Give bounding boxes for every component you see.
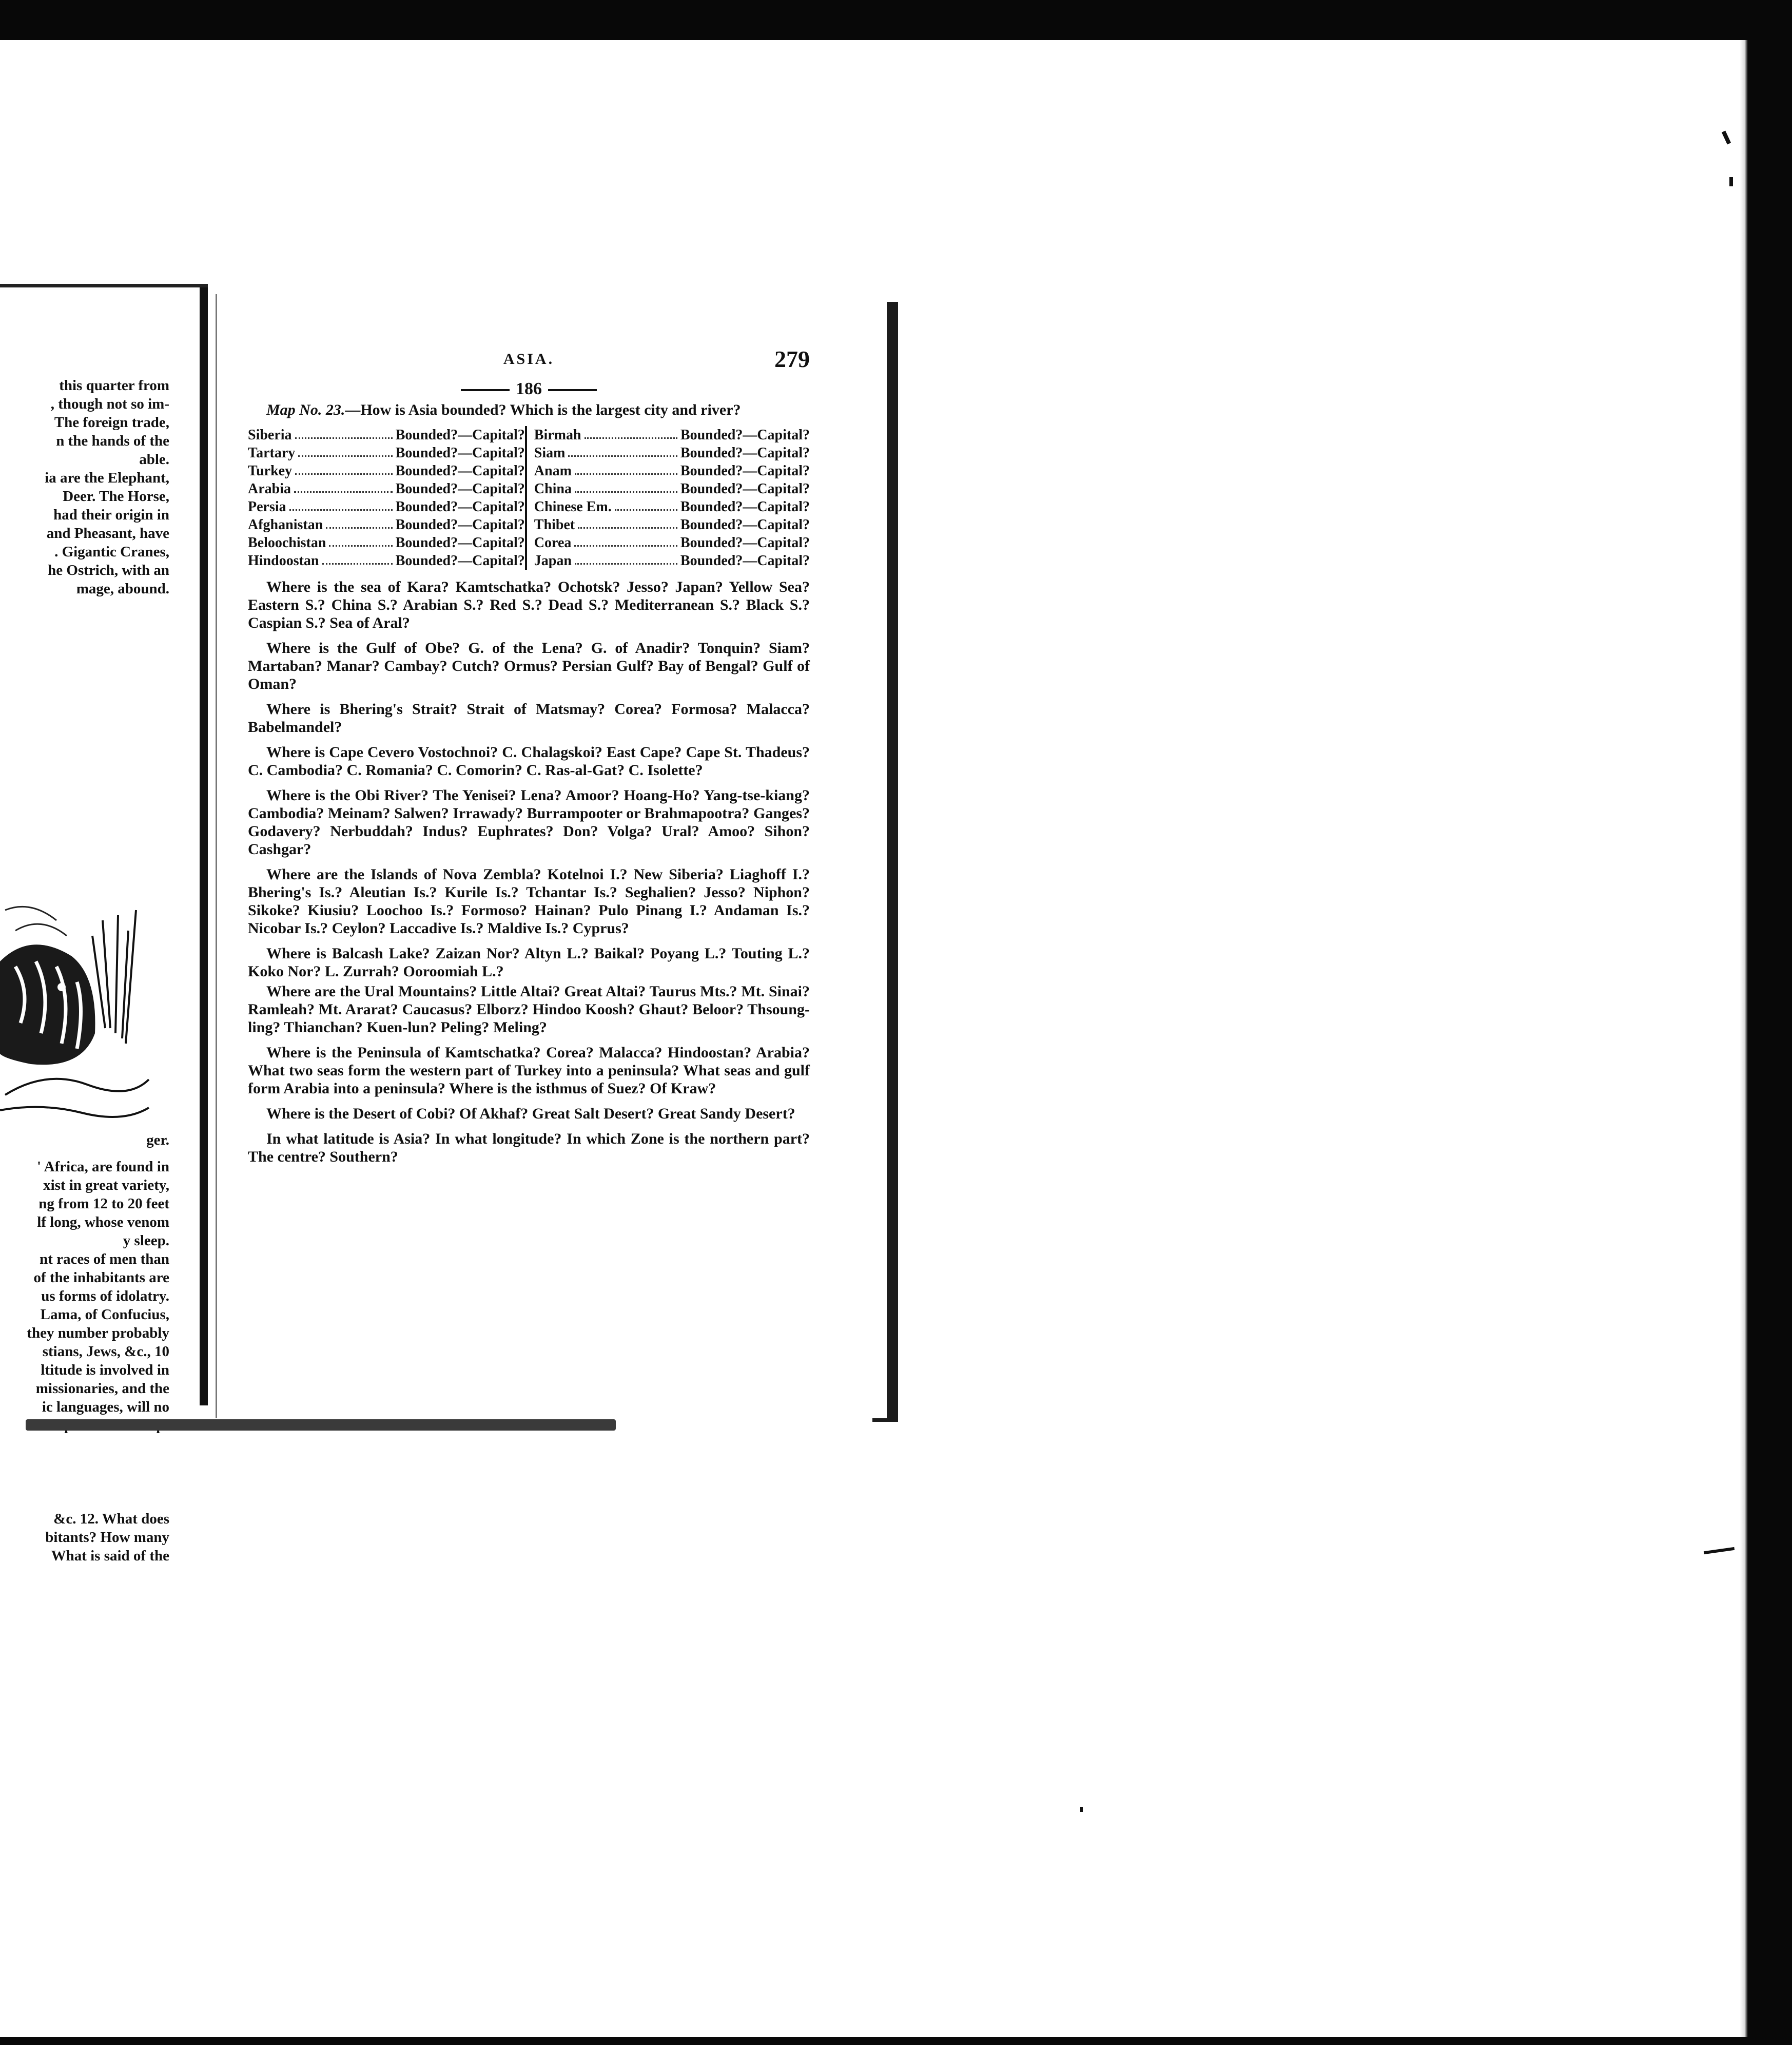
text-line: n the hands of the [56,433,169,449]
text-line: mage, abound. [76,581,169,597]
text-line: nt races of men than [40,1251,169,1267]
country-question: Bounded?—Capital? [395,553,525,569]
text-line: ' Africa, are found in [36,1159,169,1175]
left-page-text-bottom [0,1157,169,1435]
table-row [248,498,810,516]
question-paragraph-straits: Where is Bhering's Strait? Strait of Matsmay? Corea? Formosa? Malacca? Babelmandel? [248,701,810,736]
text-line: missionaries, and the [35,1380,169,1397]
section-number [248,379,810,399]
table-row [248,552,810,570]
rule-left [461,389,510,391]
country-question: Bounded?—Capital? [680,481,810,497]
question-paragraph-gulfs: Where is the Gulf of Obe? G. of the Lena? G. of Anadir? Tonquin? Siam? Martaban? Manar? Cambay? Cutch? Ormus? Persian Gulf? Bay of Bengal? Gulf of Oman? [248,640,810,692]
column-divider [526,480,534,498]
running-head [248,345,810,376]
text-line: they number probably [27,1325,169,1341]
section-number-text: 186 [516,379,542,398]
right-page [216,294,887,1418]
leader-dots [326,516,392,529]
question-paragraph-lakes: Where is Balcash Lake? Zaizan Nor? Altyn L.? Baikal? Poyang L.? Touting L.? Koko Nor? L. Zurrah? Ooroomiah L.? [248,945,810,980]
running-head-title: ASIA. [503,351,555,368]
country-question: Bounded?—Capital? [680,553,810,569]
leader-dots [329,534,392,547]
country-question: Bounded?—Capital? [680,463,810,479]
scan-speck [1729,177,1733,186]
right-page-content [248,345,810,1173]
scan-border-right [1747,0,1792,2045]
question-paragraph-capes: Where is Cape Cevero Vostochnoi? C. Chalagskoi? East Cape? Cape St. Thadeus? C. Cambodia? C. Romania? C. Comorin? C. Ras-al-Gat? C. Isolette? [248,744,810,779]
country-name: China [534,481,572,497]
country-name: Birmah [534,427,581,443]
text-line: this quarter from [59,377,169,394]
question-paragraph-peninsulas: Where is the Peninsula of Kamtschatka? Corea? Malacca? Hindoostan? Arabia? What two seas form the western part of Turkey into a peninsula? What seas and gulf form Arabia into a peninsula? Where is the isthmus of Suez? Of Kraw? [248,1044,810,1097]
text-line: The foreign trade, [54,414,169,431]
sheet-edge [1740,40,1748,2037]
text-line: lf long, whose venom [37,1214,169,1230]
text-line: Lama, of Confucius, [40,1306,169,1323]
scan-border-top [0,0,1792,40]
column-divider [526,498,534,516]
country-name: Anam [534,463,572,479]
table-row [248,516,810,534]
text-line: ng from 12 to 20 feet [38,1195,169,1212]
scan-streak [1704,1547,1735,1554]
table-row [248,534,810,552]
scan-speck [1080,1807,1083,1812]
book-bottom-edge [26,1419,616,1431]
book-gutter [200,287,208,1405]
column-divider [526,444,534,462]
country-name: Tartary [248,445,296,461]
rule-right [548,389,597,391]
country-name: Arabia [248,481,291,497]
column-divider [526,462,534,480]
country-question: Bounded?—Capital? [680,445,810,461]
text-line: of the inhabitants are [33,1269,169,1286]
left-page-questions [0,1510,169,1565]
text-line: y sleep. [123,1232,169,1249]
question-paragraph-islands: Where are the Islands of Nova Zembla? Kotelnoi I.? New Siberia? Liaghoff I.? Bhering's Is.? Aleutian Is.? Kurile Is.? Tchantar Is.? Seghalien? Jesso? Niphon? Sikoke? Kiusiu? Loochoo Is.? Formoso? Hainan? Pulo Pinang I.? Andaman Is.? Nicobar Is.? Ceylon? Laccadive Is.? Maldive Is.? Cyprus? [248,866,810,937]
text-line: Deer. The Horse, [63,488,169,505]
text-line: ltitude is involved in [41,1362,169,1378]
country-question: Bounded?—Capital? [680,499,810,515]
country-question: Bounded?—Capital? [395,427,525,443]
table-row [248,444,810,462]
text-line: &c. 12. What does [53,1511,169,1527]
table-row [248,480,810,498]
table-row [248,462,810,480]
country-name: Corea [534,535,572,551]
leader-dots [289,498,393,511]
country-name: Japan [534,553,572,569]
country-name: Afghanistan [248,517,323,533]
column-divider [526,552,534,570]
page-number: 279 [774,346,810,372]
country-question: Bounded?—Capital? [680,535,810,551]
figure-caption: ger. [146,1132,169,1148]
text-line: xist in great variety, [43,1177,169,1193]
scan-border-bottom [0,2037,1792,2045]
leader-dots [575,462,677,475]
leader-dots [294,480,393,493]
map-reference: Map No. 23. [266,401,345,418]
text-line: and Pheasant, have [46,525,169,542]
leader-dots [322,552,393,565]
leader-dots [568,444,677,457]
text-line: ic languages, will no [42,1399,169,1415]
leader-dots [575,552,677,565]
leader-dots [295,462,393,475]
country-name: Beloochistan [248,535,326,551]
question-paragraph-mountains: Where are the Ural Mountains? Little Altai? Great Altai? Taurus Mts.? Mt. Sinai? Ramleah? Mt. Ararat? Caucasus? Elborz? Hindoo Koosh? Ghaut? Beloor? Thsoung-ling? Thianchan? Kuen-lun? Peling? Meling? [248,983,810,1036]
question-paragraph-seas: Where is the sea of Kara? Kamtschatka? Ochotsk? Jesso? Japan? Yellow Sea? Eastern S.? China S.? Arabian S.? Red S.? Dead S.? Mediterranean S.? Black S.? Caspian S.? Sea of Aral? [248,578,810,631]
scan-speck [1722,131,1731,145]
country-question: Bounded?—Capital? [680,427,810,443]
text-line: had their origin in [53,507,169,523]
country-name: Siberia [248,427,292,443]
bounds-table [248,426,810,570]
country-question: Bounded?—Capital? [680,517,810,533]
leader-dots [298,444,392,457]
country-name: Persia [248,499,286,515]
column-divider [526,426,534,444]
country-name: Siam [534,445,566,461]
country-question: Bounded?—Capital? [395,517,525,533]
left-page [0,287,208,1564]
table-row [248,426,810,444]
text-line: . Gigantic Cranes, [54,544,169,560]
country-question: Bounded?—Capital? [395,481,525,497]
column-divider [526,516,534,534]
leader-dots [295,426,393,439]
country-question: Bounded?—Capital? [395,445,525,461]
country-name: Hindoostan [248,553,319,569]
left-page-text-top [0,376,169,598]
text-line: he Ostrich, with an [48,562,169,578]
country-name: Thibet [534,517,575,533]
intro-question-text: —How is Asia bounded? Which is the largest city and river? [345,401,741,418]
column-divider [526,534,534,552]
country-name: Chinese Em. [534,499,612,515]
country-question: Bounded?—Capital? [395,463,525,479]
text-line: us forms of idolatry. [41,1288,169,1304]
text-line: ia are the Elephant, [45,470,169,486]
text-line: What is said of the [51,1548,169,1564]
text-line: able. [139,451,169,468]
country-question: Bounded?—Capital? [395,499,525,515]
question-paragraph-latitude: In what latitude is Asia? In what longitude? In which Zone is the northern part? The centre? Southern? [248,1130,810,1165]
leader-dots [574,534,677,547]
question-paragraph-deserts: Where is the Desert of Cobi? Of Akhaf? Great Salt Desert? Great Sandy Desert? [266,1105,795,1122]
leader-dots [585,426,677,439]
leader-dots [575,480,677,493]
leader-dots [615,498,677,511]
text-line: bitants? How many [45,1529,169,1546]
text-line: stians, Jews, &c., 10 [42,1343,169,1360]
question-paragraph-rivers: Where is the Obi River? The Yenisei? Lena? Amoor? Hoang-Ho? Yang-tse-kiang? Cambodia? Meinam? Salwen? Irrawady? Burrampooter or Brahmapootra? Ganges? Godavery? Nerbuddah? Indus? Euphrates? Don? Volga? Ural? Amoo? Sihon? Cashgar? [248,787,810,858]
leader-dots [578,516,677,529]
tiger-woodcut-illustration [0,900,149,1126]
country-name: Turkey [248,463,293,479]
text-line: , though not so im- [50,396,169,412]
country-question: Bounded?—Capital? [395,535,525,551]
intro-question [248,401,810,419]
